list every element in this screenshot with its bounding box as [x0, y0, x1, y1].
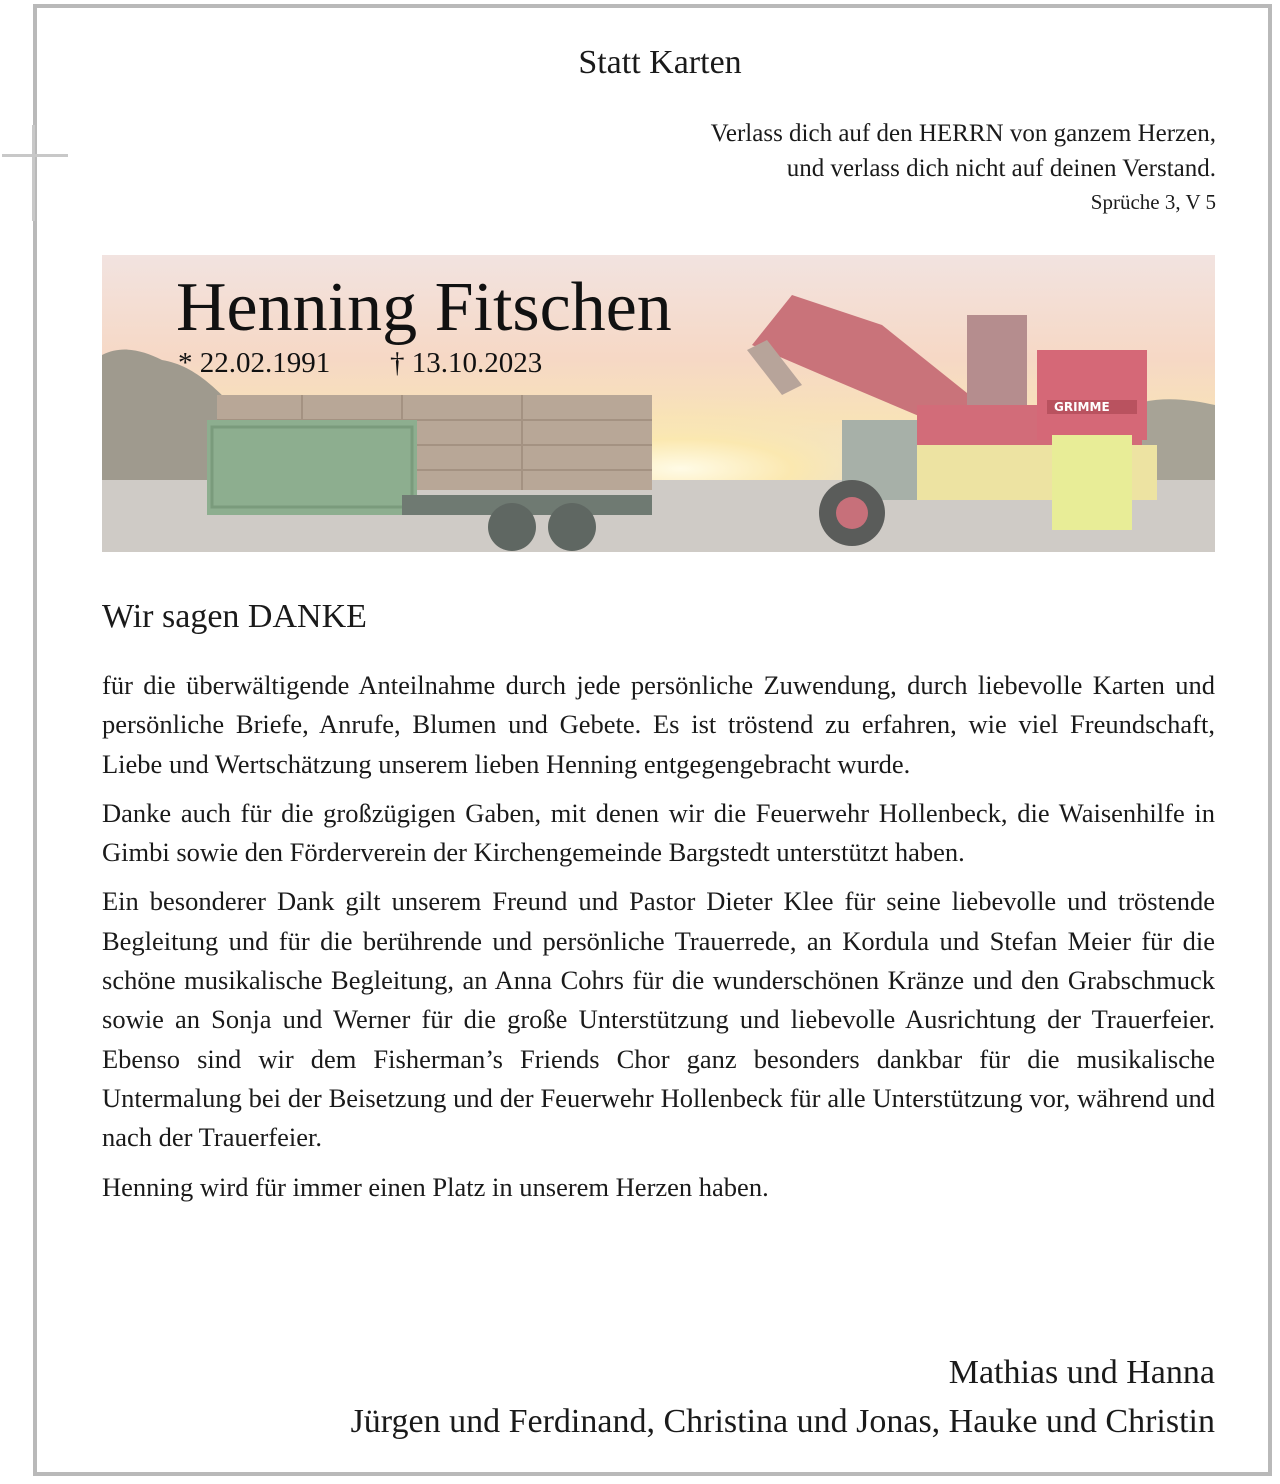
signature-line-2: Jürgen und Ferdinand, Christina und Jonas, Hauke und Christin [350, 1403, 1215, 1440]
verse-line-1: Verlass dich auf den HERRN von ganzem Herzen, [710, 120, 1216, 147]
cross-icon [32, 125, 35, 221]
thanks-body [102, 666, 1215, 1217]
paragraph-4: Henning wird für immer einen Platz in unserem Herzen haben. [102, 1171, 769, 1202]
birth-date: * 22.02.1991 [178, 347, 331, 379]
cross-icon-bar [2, 154, 68, 157]
thanks-heading: Wir sagen DANKE [102, 598, 367, 635]
paragraph-1: für die überwältigende Anteilnahme durch jede persönliche Zuwendung, durch liebevolle Karten und persönliche Briefe, Anrufe, Blumen und Gebete. Es ist tröstend zu erfahren, wie viel Freundschaft, Liebe und Wertschätzung unserem lieben Henning entgegengebracht wurde. [102, 670, 1215, 779]
header-title: Statt Karten [578, 44, 742, 81]
paragraph-3: Ein besonderer Dank gilt unserem Freund und Pastor Dieter Klee für seine liebevolle und tröstende Begleitung und für die berührende und persönliche Trauerrede, an Kordula und Stefan Meier für die schöne musikalische Begleitung, an Anna Cohrs für die wunderschönen Kränze und den Grabschmuck sowie an Sonja und Werner für die große Unterstützung und liebevolle Ausrichtung der Trauerfeier. Ebenso sind wir dem Fisherman’s Friends Chor ganz besonders dankbar für die musikalische Untermalung bei der Beisetzung und der Feuerwehr Hollenbeck für alle Unterstützung vor, während und nach der Trauerfeier. [102, 886, 1215, 1153]
death-date: † 13.10.2023 [390, 347, 543, 379]
verse-line-2: und verlass dich nicht auf deinen Verstand. [786, 155, 1216, 182]
machine-label: GRIMME [1054, 400, 1110, 414]
signature-line-1: Mathias und Hanna [948, 1354, 1215, 1391]
paragraph-2: Danke auch für die großzügigen Gaben, mit denen wir die Feuerwehr Hollenbeck, die Waisenhilfe in Gimbi sowie den Förderverein der Kirchengemeinde Bargstedt unterstützt haben. [102, 797, 1215, 868]
deceased-name: Henning Fitschen [176, 269, 672, 346]
verse-reference: Sprüche 3, V 5 [1090, 190, 1216, 214]
bible-verse [711, 116, 1216, 186]
